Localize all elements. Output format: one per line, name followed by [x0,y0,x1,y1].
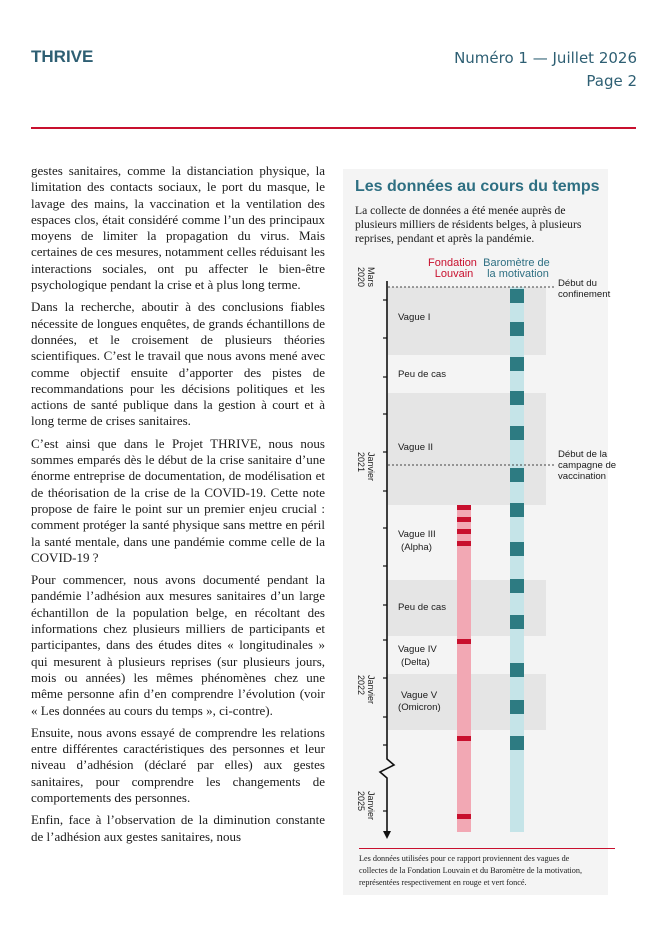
period-label-vague-1: Vague I [398,312,431,323]
louvain-wave-mark [457,814,471,819]
header-brand: THRIVE [31,47,94,66]
barometre-wave-mark [510,357,524,371]
louvain-wave-mark [457,529,471,534]
barometre-wave-mark [510,700,524,714]
barometre-wave-mark [510,468,524,482]
date-label-mars-2020: Mars 2020 [356,267,376,288]
date-label-janvier-2021: Janvier 2021 [356,452,376,482]
sidebar-intro: La collecte de données a été menée auprès de plusieurs milliers de résidents belges, à plusieurs reprises, pendant et après la pandémie. [355,204,582,245]
event-label-vaccination: Début de la campagne de vaccination [558,449,617,482]
louvain-wave-mark [457,639,471,644]
time-axis-line [380,281,394,834]
date-label-janvier-2025: Janvier 2025 [356,791,376,821]
header-issue [454,47,637,93]
period-label-peu-de-cas-2: Peu de cas [398,602,447,613]
article-paragraph: Pour commencer, nous avons documenté pendant la pandémie l’adhésion aux mesures sanitaires d’un large échantillon de la population belge, en récoltant des informations chez plusieurs milliers de participants et participantes, dans des études dites « longitudinales » qui mesurent à plusieurs reprises (sur plusieurs jours, mois ou années) les mêmes phénomènes chez une même personne afin d’en comprendre l’évolution (voir « Les données au cours du temps », ci-contre). [31,572,325,718]
timeline-chart [343,169,617,895]
barometre-wave-mark [510,663,524,677]
barometre-wave-mark [510,322,524,336]
louvain-wave-mark [457,505,471,510]
louvain-wave-mark [457,517,471,522]
header-rule [31,127,636,129]
article-paragraph: Enfin, face à l’observation de la diminution constante de l’adhésion aux gestes sanitaires, nous [31,812,325,844]
sidebar-note-rule [359,848,615,849]
sidebar-note: Les données utilisées pour ce rapport proviennent des vagues de collectes de la Fondation Louvain et du Baromètre de la motivation, représentées respectivement en rouge et vert foncé. [359,854,583,887]
timeline-sidebar [343,169,617,895]
barometre-source-label: Baromètre de la motivation [483,257,550,280]
louvain-wave-mark [457,736,471,741]
louvain-bar [457,505,471,832]
louvain-source-label: Fondation Louvain [428,257,477,280]
barometre-wave-mark [510,579,524,593]
article-paragraph: Dans la recherche, aboutir à des conclusions fiables nécessite de longues enquêtes, de grands échantillons de données, et le croisement de plusieurs théories scientifiques. C’est le travail que nous avons mené avec comme objectif ensuite d’apporter des pistes de recommandations pour les décisions politiques et les actions de santé publique dans la gestion à court et à long terme de crises sanitaires. [31,299,325,429]
time-axis-arrowhead [383,831,391,839]
article-paragraph: gestes sanitaires, comme la distanciation physique, la limitation des contacts sociaux, le port du masque, le lavage des mains, la vaccination et la ventilation des espaces clos, était considéré comme l’un des principaux moyens de limiter la propagation du virus. Mais certaines de ces mesures, notamment celles réduisant les interactions sociales, ont pu affecter le bien-être psychologique pendant la crise et à plus long terme. [31,163,325,293]
article-paragraph: Ensuite, nous avons essayé de comprendre les relations entre différentes caractéristiques des personnes et leur niveau d’adhésion (déclaré par elles) aux gestes sanitaires, pour comprendre les changements de comportements des personnes. [31,724,325,805]
period-label-peu-de-cas-1: Peu de cas [398,369,447,380]
page-number: Page 2 [586,72,637,90]
period-label-vague-5: Vague V (Omicron) [398,690,441,713]
louvain-wave-mark [457,541,471,546]
article-paragraph: C’est ainsi que dans le Projet THRIVE, nous nous sommes emparés dès le début de la crise sanitaire d’une énorme entreprise de documentation, de modélisation et de théorisation de la crise de la COVID-19. Cette note propose de faire le point sur un premier enjeu crucial : comment protéger la santé physique sans mettre en péril la santé mentale, dans une pandémie comme celle de la COVID-19 ? [31,435,325,565]
sidebar-title: Les données au cours du temps [355,178,600,195]
barometre-wave-mark [510,289,524,303]
barometre-wave-mark [510,391,524,405]
issue-label: Numéro 1 — Juillet 2026 [454,49,637,67]
event-label-confinement: Début du confinement [558,278,611,300]
date-label-janvier-2022: Janvier 2022 [356,675,376,705]
period-label-vague-2: Vague II [398,442,434,453]
period-label-vague-4: Vague IV (Delta) [398,644,437,668]
article-column [31,163,325,851]
period-label-vague-3: Vague III (Alpha) [398,529,436,553]
barometre-wave-mark [510,426,524,440]
barometre-wave-mark [510,503,524,517]
barometre-wave-mark [510,615,524,629]
barometre-wave-mark [510,736,524,750]
barometre-wave-mark [510,542,524,556]
